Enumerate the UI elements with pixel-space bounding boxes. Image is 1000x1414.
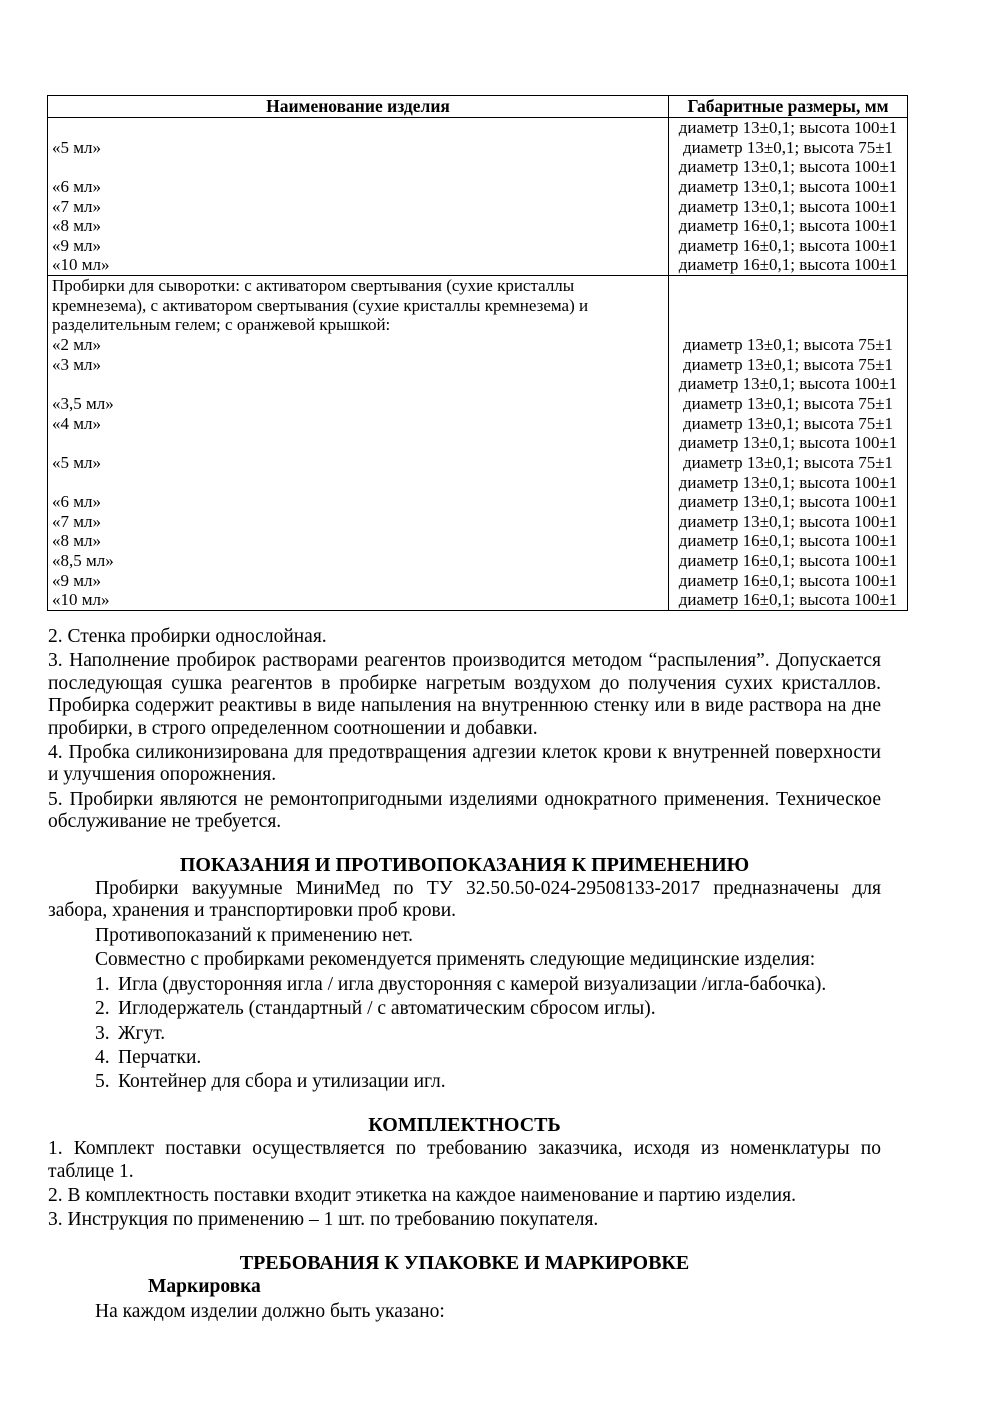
product-name-cell: [48, 118, 669, 276]
product-spec-table: [47, 95, 908, 611]
dimensions-line: [669, 315, 907, 335]
dimensions-line: диаметр 16±0,1; высота 100±1: [678, 531, 898, 551]
dimensions-line: диаметр 13±0,1; высота 100±1: [678, 118, 898, 137]
product-name-line: «8 мл»: [52, 531, 101, 551]
product-name-line: «4 мл»: [52, 413, 101, 433]
table-row: [48, 276, 908, 611]
paragraph: 3. Наполнение пробирок растворами реагентов производится методом “распыления”. Допускается последующая сушка реагентов в пробирке нагретым воздухом до получения сухих кристаллов. Пробирка содержит реактивы в виде напыления на внутреннюю стенку или в виде раствора на дне пробирки, в строго определенном соотношении и добавки.: [48, 650, 881, 739]
paragraph: Противопоказаний к применению нет.: [95, 924, 414, 946]
dimensions-line: диаметр 13±0,1; высота 75±1: [682, 335, 894, 355]
list-item: [48, 1047, 881, 1069]
paragraph: 4. Пробка силиконизирована для предотвращения адгезии клеток крови к внутренней поверхности и улучшения опорожнения.: [48, 742, 881, 786]
dimensions-cell: [669, 276, 908, 611]
list-item: [48, 1023, 881, 1045]
dimensions-line: диаметр 13±0,1; высота 75±1: [682, 452, 894, 472]
list-item: [48, 998, 881, 1020]
dimensions-line: диаметр 13±0,1; высота 100±1: [678, 374, 898, 394]
dimensions-line: диаметр 16±0,1; высота 100±1: [678, 216, 898, 236]
section-heading: ТРЕБОВАНИЯ К УПАКОВКЕ И МАРКИРОВКЕ: [239, 1251, 690, 1274]
list-item-number: 5.: [95, 1071, 110, 1093]
section-heading: ПОКАЗАНИЯ И ПРОТИВОПОКАЗАНИЯ К ПРИМЕНЕНИЮ: [179, 853, 750, 876]
dimensions-line: диаметр 16±0,1; высота 100±1: [678, 551, 898, 571]
product-name-cell: [48, 276, 669, 611]
product-name-line: «7 мл»: [52, 196, 101, 216]
product-name-line: «5 мл»: [52, 452, 101, 472]
product-name-line: «6 мл»: [52, 492, 101, 512]
dimensions-line: диаметр 13±0,1; высота 100±1: [678, 176, 898, 196]
paragraph: Пробирки вакуумные МиниМед по ТУ 32.50.50-024-29508133-2017 предназначены для забора, хранения и транспортировки проб крови.: [48, 878, 881, 922]
column-header-dimensions: Габаритные размеры, мм: [669, 96, 908, 118]
list-item-number: 2.: [95, 998, 110, 1020]
table-row: [48, 118, 908, 276]
paragraph: 1. Комплект поставки осуществляется по требованию заказчика, исходя из номенклатуры по таблице 1.: [48, 1138, 881, 1182]
dimensions-line: диаметр 16±0,1; высота 100±1: [678, 590, 898, 610]
dimensions-line: диаметр 13±0,1; высота 100±1: [678, 492, 898, 512]
product-name-line: [52, 118, 668, 138]
dimensions-cell: [669, 118, 908, 276]
product-name-line: «8,5 мл»: [52, 551, 114, 571]
paragraph: 3. Инструкция по применению – 1 шт. по требованию покупателя.: [48, 1209, 599, 1231]
list-item-text: Жгут.: [118, 1022, 166, 1044]
product-name-line: «10 мл»: [52, 590, 110, 610]
product-name-line: Пробирки для сыворотки: с активатором свертывания (сухие кристаллы: [52, 276, 575, 296]
paragraph: Совместно с пробирками рекомендуется применять следующие медицинские изделия:: [95, 949, 816, 971]
product-name-line: «6 мл»: [52, 176, 101, 196]
product-name-line: «5 мл»: [52, 137, 101, 157]
product-name-line: [52, 374, 668, 394]
product-name-line: [52, 473, 668, 493]
dimensions-line: [669, 296, 907, 316]
product-name-line: «7 мл»: [52, 511, 101, 531]
product-name-line: «3 мл»: [52, 354, 101, 374]
dimensions-line: диаметр 16±0,1; высота 100±1: [678, 570, 898, 590]
paragraph: 2. Стенка пробирки однослойная.: [48, 626, 327, 647]
dimensions-line: диаметр 13±0,1; высота 75±1: [682, 137, 894, 157]
dimensions-line: диаметр 13±0,1; высота 100±1: [678, 157, 898, 177]
dimensions-line: диаметр 13±0,1; высота 75±1: [682, 354, 894, 374]
product-name-line: кремнезема), с активатором свертывания (сухие кристаллы кремнезема) и: [52, 295, 589, 315]
product-name-line: «3,5 мл»: [52, 393, 114, 413]
dimensions-line: диаметр 13±0,1; высота 100±1: [678, 433, 898, 453]
product-name-line: «9 мл»: [52, 235, 101, 255]
list-item-text: Иглодержатель (стандартный / с автоматическим сбросом иглы).: [118, 998, 656, 1020]
list-item-number: 1.: [95, 973, 110, 995]
paragraph: На каждом изделии должно быть указано:: [95, 1300, 445, 1322]
product-name-line: «9 мл»: [52, 570, 101, 590]
paragraph: 5. Пробирки являются не ремонтопригодными изделиями однократного применения. Техническое обслуживание не требуется.: [48, 788, 881, 833]
list-item-text: Перчатки.: [118, 1046, 202, 1068]
table-body: [48, 118, 908, 611]
product-name-line: разделительным гелем; с оранжевой крышкой:: [52, 315, 391, 335]
dimensions-line: диаметр 13±0,1; высота 100±1: [678, 472, 898, 492]
list-item: [48, 1071, 881, 1093]
list-item-text: Игла (двусторонняя игла / игла двусторонняя с камерой визуализации /игла-бабочка).: [118, 973, 827, 995]
paragraph: 2. В комплектность поставки входит этикетка на каждое наименование и партию изделия.: [48, 1184, 796, 1206]
list-item: [48, 974, 881, 996]
product-name-line: «8 мл»: [52, 216, 101, 236]
dimensions-line: диаметр 13±0,1; высота 75±1: [682, 413, 894, 433]
table-header-row: [48, 96, 908, 118]
product-name-line: «2 мл»: [52, 335, 101, 355]
product-name-line: [52, 433, 668, 453]
list-item-text: Контейнер для сбора и утилизации игл.: [118, 1071, 446, 1093]
product-name-line: «10 мл»: [52, 255, 110, 275]
dimensions-line: диаметр 16±0,1; высота 100±1: [678, 235, 898, 255]
list-item-number: 3.: [95, 1022, 110, 1044]
product-name-line: [52, 157, 668, 177]
column-header-product-name: Наименование изделия: [48, 96, 669, 118]
dimensions-line: диаметр 13±0,1; высота 75±1: [682, 393, 894, 413]
subsection-heading: Маркировка: [148, 1276, 261, 1298]
dimensions-line: диаметр 13±0,1; высота 100±1: [678, 511, 898, 531]
dimensions-line: [669, 276, 907, 296]
section-heading: КОМПЛЕКТНОСТЬ: [368, 1113, 561, 1136]
dimensions-line: диаметр 16±0,1; высота 100±1: [678, 255, 898, 275]
list-item-number: 4.: [95, 1046, 110, 1068]
dimensions-line: диаметр 13±0,1; высота 100±1: [678, 196, 898, 216]
document-body: [48, 626, 881, 1325]
